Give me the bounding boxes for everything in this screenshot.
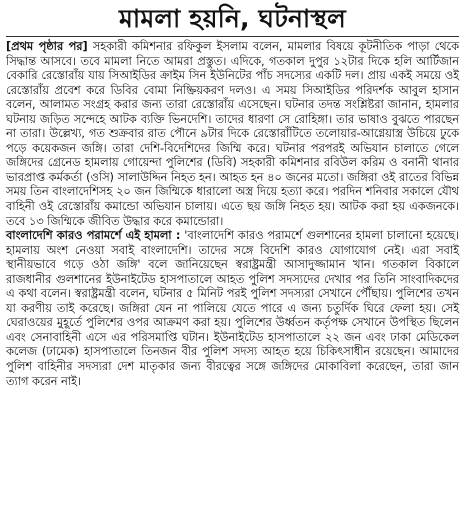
headline: মামলা হয়নি, ঘটনাস্থল	[119, 4, 346, 33]
article-paragraph-2	[6, 229, 459, 389]
article-paragraph-1	[6, 40, 459, 229]
paragraph-1-text: সহকারী কমিশনার রফিকুল ইসলাম বলেন, মামলার বিষয়ে কূটনীতিক পাড়া থেকে সিদ্ধান্ত আসবে। তবে মামলা নিতে আমরা প্রস্তুত। এদিকে, গতকাল দুপুর ১২টার দিকে হলি আর্টিজান বেকারি রেস্তোরাঁয় যায় সিআইডির ক্রাইম সিন ইউনিটের পাঁচ সদস্যের একটি দল। প্রায় একই সময়ে ওই রেস্তোরাঁয় প্রবেশ করে ডিবির বোমা নিষ্ক্রিয়করণ দলও। এ সময় সিআইডির পরিদর্শক আবুল হাসান বলেন, আলামত সংগ্রহ করার জন্য তারা রেস্তোরাঁয় এসেছেন। ঘটনার তদন্ত সংশ্লিষ্টরা জানান, হামলার ঘটনায় জড়িত সন্দেহে আটক ব্যক্তি ভিনদেশি। তাদের ধারণা সে রোহিঙ্গা। তার ভাষাও বুঝতে পারছেন না তারা। উল্লেখ্য, গত শুক্রবার রাত পৌনে ৯টার দিকে রেস্তোরাঁটিতে তলোয়ার-আগ্নেয়াস্ত্র উচিয়ে ঢুকে পড়ে কয়েকজন জঙ্গি। তারা দেশি-বিদেশিদের জিম্মি করে। ঘটনার পরপরই অভিযান চালাতে গেলে জঙ্গিদের গ্রেনেড হামলায় গোয়েন্দা পুলিশের (ডিবি) সহকারী কমিশনার রবিউল করিম ও বনানী থানার ভারপ্রাপ্ত কর্মকর্তা (ওসি) সালাউদ্দিন নিহত হন। আহত হন ৪০ জনের মতো। জঙ্গিরা ওই রাতের বিভিন্ন সময় তিন বাংলাদেশিসহ ২০ জন জিম্মিকে ধারালো অস্ত্র দিয়ে হত্যা করে। পরদিন শনিবার সকালে যৌথ বাহিনী ওই রেস্তোরাঁয় কমান্ডো অভিযান চালায়। এতে ছয় জঙ্গি নিহত হয়। আটক করা হয় একজনকে। তবে ১৩ জিম্মিকে জীবিত উদ্ধার করে কমান্ডোরা।	[6, 40, 460, 228]
continuation-kicker: [প্রথম পৃষ্ঠার পর]	[6, 40, 88, 53]
paragraph-2-text: 'বাংলাদেশি কারও পরামর্শে গুলশানের হামলা চালানো হয়েছে। হামলায় অংশ নেওয়া সবাই বাংলাদেশি। তাদের সঙ্গে বিদেশি কারও যোগাযোগ নেই। এরা সবাই স্থানীয়ভাবে গড়ে ওঠা জঙ্গি' বলে জানিয়েছেন স্বরাষ্ট্রমন্ত্রী আসাদুজ্জামান খান। গতকাল বিকালে রাজধানীর গুলশানের ইউনাইটেড হাসপাতালে আহত পুলিশ সদস্যদের দেখার পর তিনি সাংবাদিকদের এ কথা বলেন। স্বরাষ্ট্রমন্ত্রী বলেন, ঘটনার ৫ মিনিট পরই পুলিশ সদস্যরা সেখানে পৌঁছায়। পুলিশের তখন যা করণীয় তাই করেছে। জঙ্গিরা যেন না পালিয়ে যেতে পারে এ জন্য চতুর্দিক ঘিরে ফেলা হয়। সেই ঘেরাওয়ের মুহূর্তে পুলিশের ওপর আক্রমণ করা হয়। পুলিশের উর্ধ্বতন কর্তৃপক্ষ সেখানে উপস্থিত ছিলেন এবং সেনাবাহিনী এসে এর পরিসমাপ্তি ঘটান। ইউনাইটেড হাসপাতালে ২২ জন এবং ঢাকা মেডিকেল কলেজ (ঢামেক) হাসপাতালে তিনজন বীর পুলিশ সদস্য আহত হয়ে চিকিৎসাধীন রয়েছেন। আমাদের পুলিশ বাহিনীর সদস্যরা দেশ মাতৃকার জন্য বীরত্বের সঙ্গে জঙ্গিদের মোকাবিলা করেছেন, তারা জান ত্যাগ করেন নাই।	[6, 229, 459, 388]
section-subhead: বাংলাদেশি কারও পরামর্শে এই হামলা :	[6, 229, 181, 243]
headline-divider	[6, 36, 459, 37]
